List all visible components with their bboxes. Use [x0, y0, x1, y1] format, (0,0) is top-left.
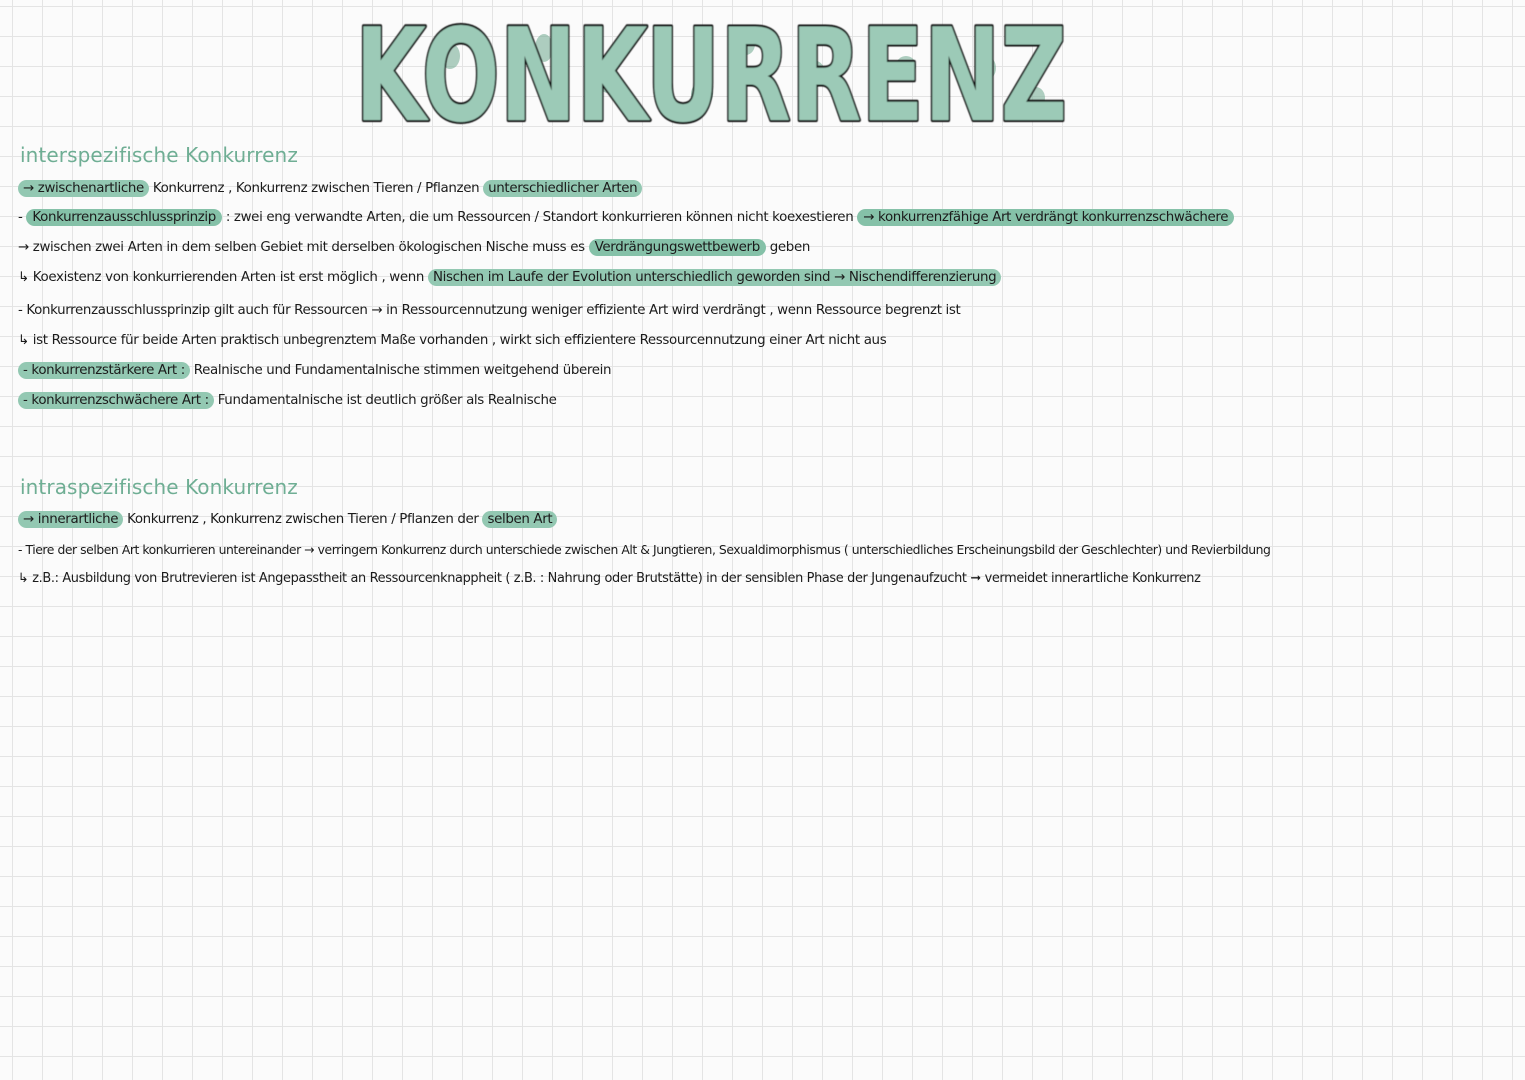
- text: → zwischen zwei Arten in dem selben Gebiet mit derselben ökologischen Nische muss es: [18, 240, 589, 255]
- text: Fundamentalnische ist deutlich größer als Realnische: [213, 393, 557, 408]
- inter-line-3: [18, 238, 810, 258]
- text: : zwei eng verwandte Arten, die um Ressourcen / Standort konkurrieren können nicht koexestieren: [221, 210, 858, 225]
- text: Konkurrenz , Konkurrenz zwischen Tieren / Pflanzen der: [123, 512, 483, 527]
- intra-line-1: [18, 510, 557, 530]
- highlight: unterschiedlicher Arten: [483, 180, 642, 197]
- highlight: selben Art: [482, 511, 557, 528]
- title-text: KONKURRENZ: [355, 2, 1067, 151]
- inter-line-4: [18, 268, 1001, 288]
- inter-line-7: [18, 361, 611, 381]
- highlight: → konkurrenzfähige Art verdrängt konkurrenzschwächere: [857, 209, 1234, 226]
- highlight: → innerartliche: [18, 511, 123, 528]
- text: geben: [765, 240, 810, 255]
- intra-line-3: ↳ z.B.: Ausbildung von Brutrevieren ist Angepasstheit an Ressourcenknappheit ( z.B. : Nahrung oder Brutstätte) in der sensiblen Phase der Jungenaufzucht ➞ vermeidet innerartliche Konkurrenz: [18, 571, 1201, 586]
- text: ↳ Koexistenz von konkurrierenden Arten ist erst möglich , wenn: [18, 270, 428, 285]
- inter-line-8: [18, 391, 556, 411]
- inter-line-1: [18, 179, 642, 199]
- section-heading-intraspezifisch: intraspezifische Konkurrenz: [20, 475, 298, 499]
- text: Konkurrenz , Konkurrenz zwischen Tieren / Pflanzen: [148, 181, 484, 196]
- intra-line-2: - Tiere der selben Art konkurrieren untereinander → verringern Konkurrenz durch unterschiede zwischen Alt & Jungtieren, Sexualdimorphismus ( unterschiedliches Erscheinungsbild der Geschlechter) und Revierbildung: [18, 542, 1271, 557]
- highlight: Verdrängungswettbewerb: [589, 239, 766, 256]
- highlight: - konkurrenzstärkere Art :: [18, 362, 190, 379]
- highlight: Nischen im Laufe der Evolution unterschiedlich geworden sind → Nischendifferenzierung: [428, 269, 1001, 286]
- text: Realnische und Fundamentalnische stimmen weitgehend überein: [189, 363, 612, 378]
- page-title: [346, 2, 1076, 151]
- highlight: → zwischenartliche: [18, 180, 149, 197]
- inter-line-6: ↳ ist Ressource für beide Arten praktisch unbegrenztem Maße vorhanden , wirkt sich effizientere Ressourcennutzung einer Art nicht aus: [18, 333, 887, 348]
- highlight: - konkurrenzschwächere Art :: [18, 392, 214, 409]
- inter-line-5: - Konkurrenzausschlussprinzip gilt auch für Ressourcen → in Ressourcennutzung weniger effiziente Art wird verdrängt , wenn Ressource begrenzt ist: [18, 303, 961, 318]
- highlight: Konkurrenzausschlussprinzip: [26, 209, 222, 226]
- section-heading-interspezifisch: interspezifische Konkurrenz: [20, 143, 298, 167]
- text: -: [18, 210, 27, 225]
- inter-line-2: [18, 208, 1234, 228]
